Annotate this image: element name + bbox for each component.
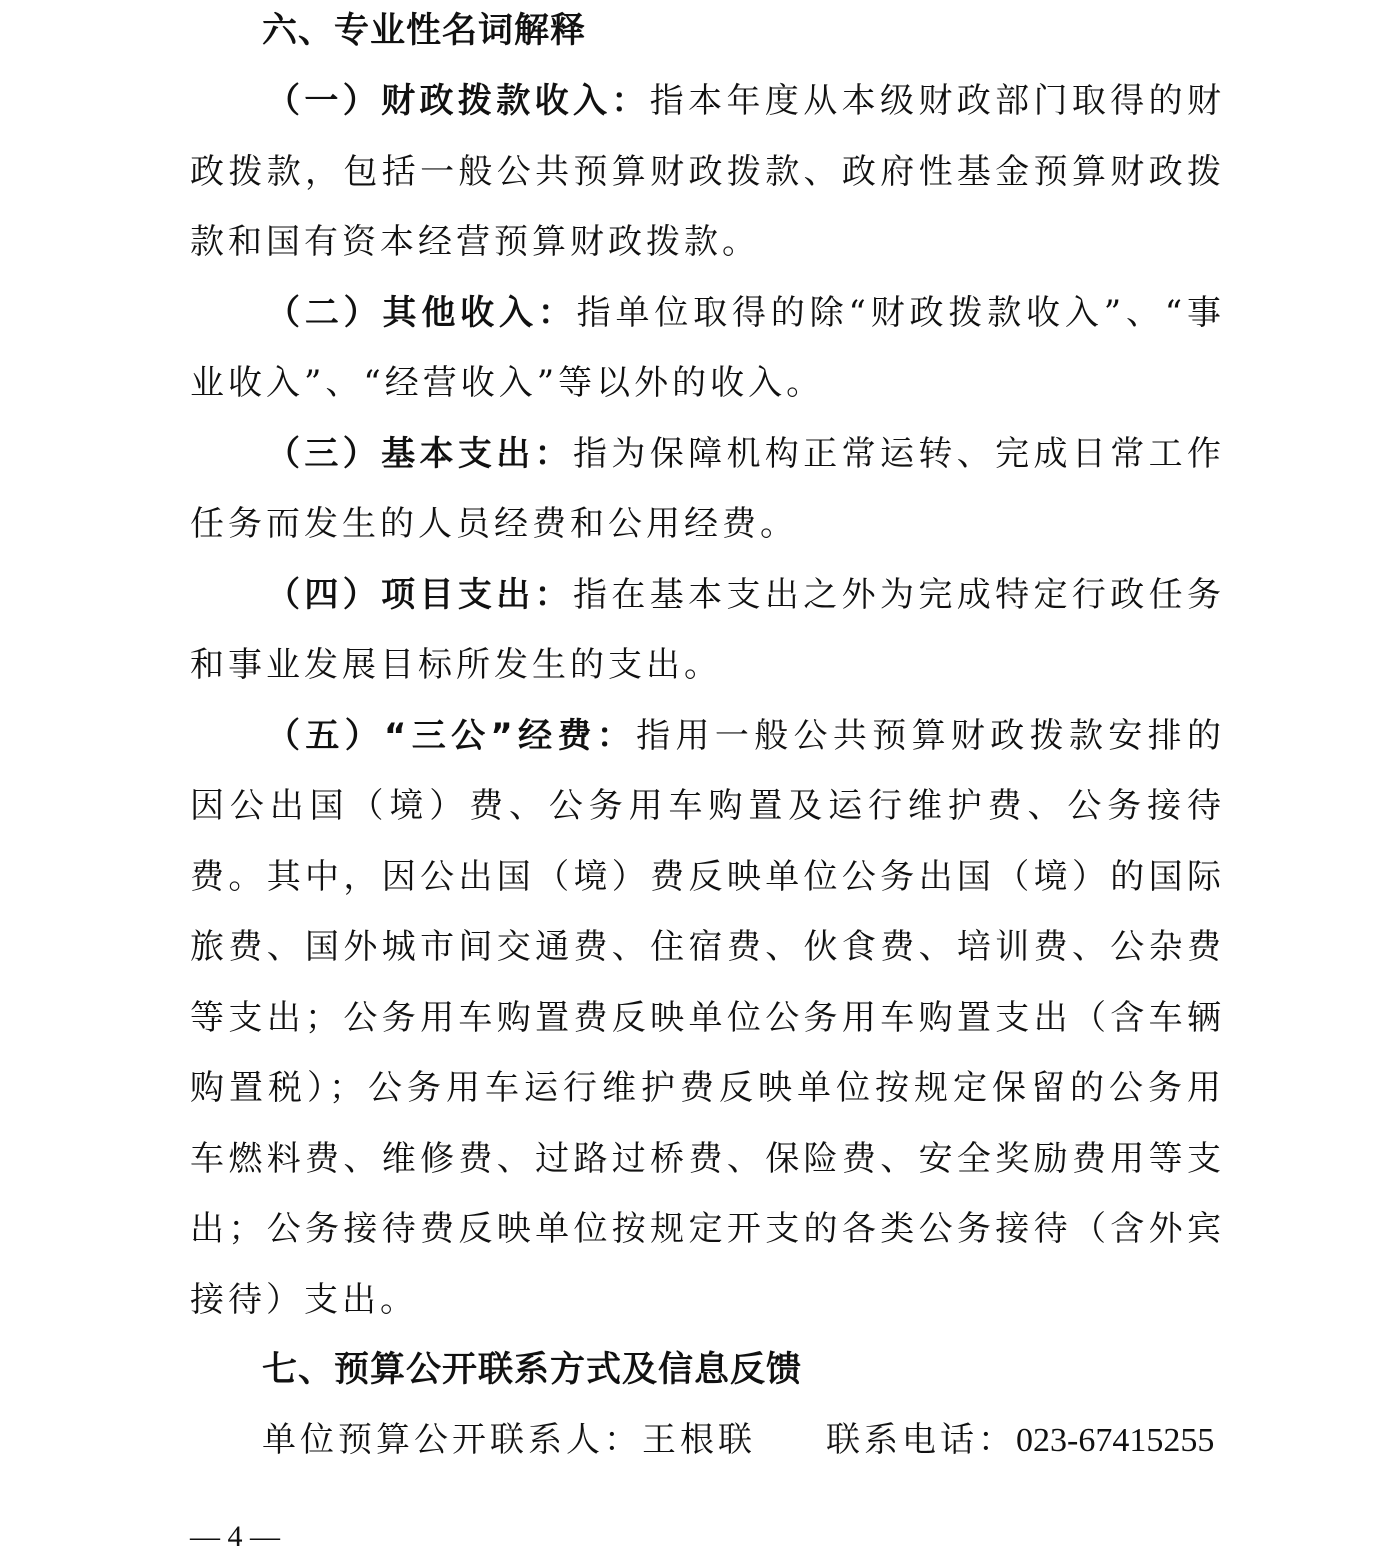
term-definition: 指在基本支出之外为完成特定行政任务和事业发展目标所发生的支出。	[190, 574, 1225, 685]
contact-label: 单位预算公开联系人：	[262, 1420, 642, 1460]
term-paragraph-1	[190, 66, 1225, 278]
contact-line	[190, 1405, 1225, 1476]
term-label: （二）其他收入：	[266, 292, 577, 333]
phone-number: 023-67415255	[1016, 1422, 1215, 1459]
term-paragraph-5	[190, 701, 1225, 1336]
phone-label: 联系电话：	[826, 1420, 1016, 1460]
term-paragraph-4	[190, 560, 1225, 701]
term-definition: 指单位取得的除“财政拨款收入”、“事业收入”、“经营收入”等以外的收入。	[190, 292, 1225, 403]
page-number: — 4 —	[190, 1520, 280, 1553]
contact-name: 王根联	[642, 1420, 756, 1460]
term-label: （一）财政拨款收入：	[266, 81, 650, 121]
section-heading-terms: 六、专业性名词解释	[262, 11, 587, 51]
document-page	[190, 0, 1225, 1476]
term-label: （五）“三公”经费：	[266, 715, 637, 756]
term-label: （三）基本支出：	[266, 433, 573, 474]
term-definition: 指用一般公共预算财政拨款安排的因公出国（境）费、公务用车购置及运行维护费、公务接待费。其中，因公出国（境）费反映单位公务出国（境）的国际旅费、国外城市间交通费、住宿费、伙食费、培训费、公杂费等支出；公务用车购置费反映单位公务用车购置支出（含车辆购置税）；公务用车运行维护费反映单位按规定保留的公务用车燃料费、维修费、过路过桥费、保险费、安全奖励费用等支出；公务接待费反映单位按规定开支的各类公务接待（含外宾接待）支出。	[190, 715, 1225, 1320]
term-definition: 指为保障机构正常运转、完成日常工作任务而发生的人员经费和公用经费。	[190, 433, 1225, 544]
term-label: （四）项目支出：	[266, 574, 573, 615]
term-paragraph-2	[190, 278, 1225, 419]
term-definition: 指本年度从本级财政部门取得的财政拨款，包括一般公共预算财政拨款、政府性基金预算财政拨款和国有资本经营预算财政拨款。	[190, 81, 1225, 262]
section-heading-contact: 七、预算公开联系方式及信息反馈	[262, 1350, 803, 1390]
term-paragraph-3	[190, 419, 1225, 560]
